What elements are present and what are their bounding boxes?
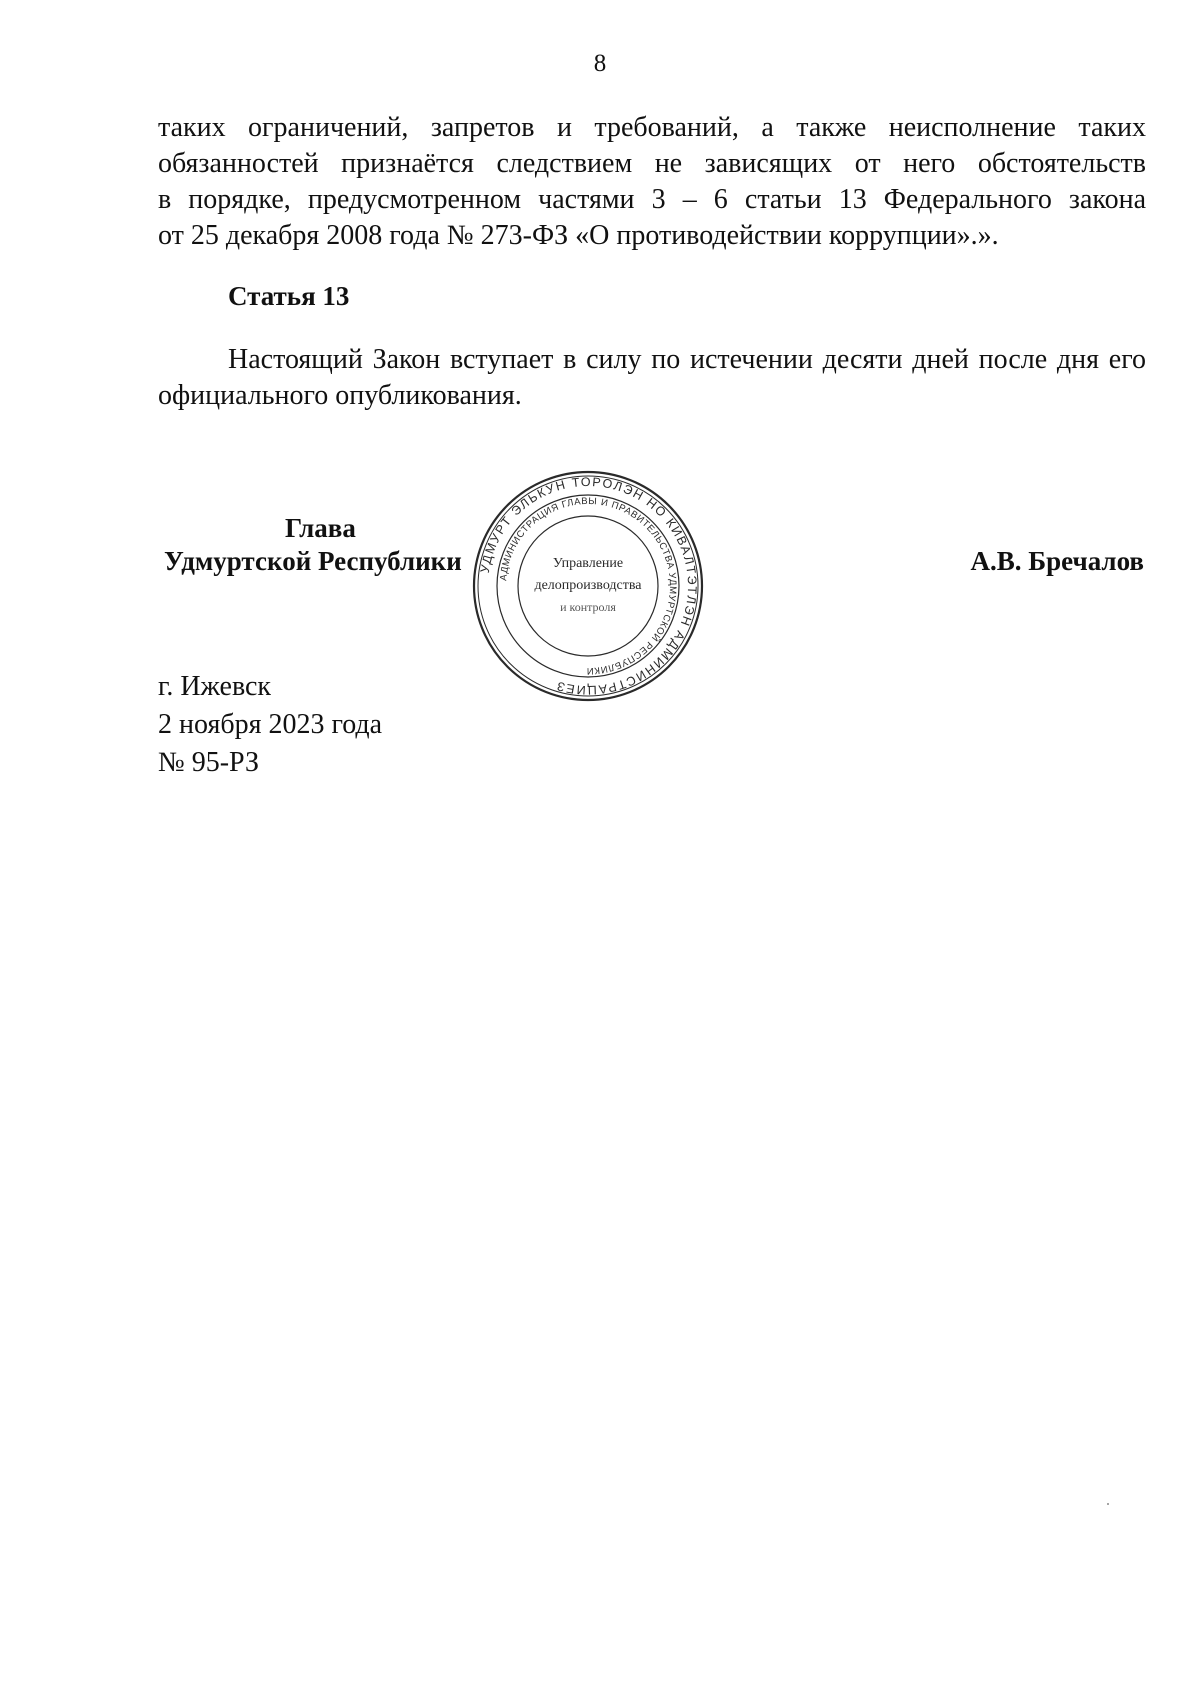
document-meta — [158, 668, 382, 782]
paragraph-line: обязанностей признаётся следствием не зависящих от него обстоятельств — [158, 148, 1146, 179]
paragraph-line: Настоящий Закон вступает в силу по истечении десяти дней после дня его — [228, 344, 1146, 375]
article-heading: Статья 13 — [228, 281, 350, 311]
seal-center-line-1: Управление — [552, 556, 624, 571]
seal-inner-text-path: АДМИНИСТРАЦИЯ ГЛАВЫ И ПРАВИТЕЛЬСТВА УДМУРТСКОЙ РЕСПУБЛИКИ — [498, 495, 679, 677]
paragraph-line: от 25 декабря 2008 года № 273-ФЗ «О противодействии коррупции».». — [158, 220, 999, 251]
article-paragraph — [158, 342, 1146, 414]
signer-title-line-2: Удмуртской Республики — [164, 546, 462, 576]
meta-date: 2 ноября 2023 года — [158, 709, 383, 740]
signer-title-line-1: Глава — [285, 513, 356, 543]
seal-outer-text-path: УДМУРТ ЭЛЬКУН ТОРОЛЭН НО КИВАЛТЭТЛЭН АДМИНИСТРАЦИЕЗ — [477, 474, 700, 698]
scan-speck — [1107, 1503, 1109, 1505]
paragraph-line: в порядке, предусмотренном частями 3 – 6 статьи 13 Федерального закона — [158, 184, 1146, 215]
paragraph-continuation — [158, 110, 1146, 254]
page-number: 8 — [593, 50, 607, 77]
paragraph-line: официального опубликования. — [158, 380, 522, 411]
meta-city: г. Ижевск — [158, 671, 272, 702]
paragraph-line: таких ограничений, запретов и требований, а также неисполнение таких — [158, 112, 1146, 143]
seal-center-line-3: и контроля — [560, 600, 616, 614]
seal-center-line-2: делопроизводства — [534, 578, 642, 593]
meta-number: № 95-РЗ — [158, 747, 259, 778]
official-seal — [470, 468, 706, 704]
signer-name: А.В. Бречалов — [970, 546, 1144, 576]
